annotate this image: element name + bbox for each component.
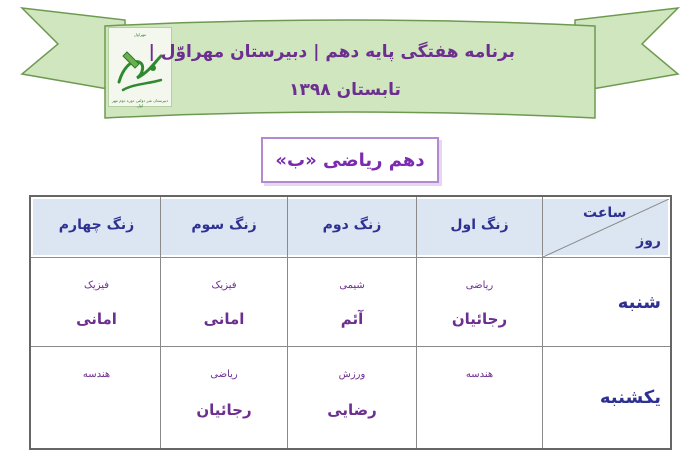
subject-label: ریاضی [210, 369, 238, 380]
subject-label: ورزش [338, 369, 366, 380]
subject-label: هندسه [82, 369, 111, 380]
day-cell-sunday: یکشنبه [599, 387, 661, 408]
teacher-name: امانی [76, 310, 117, 328]
header-bell-3: زنگ سوم [191, 217, 257, 233]
table-cell [288, 347, 416, 448]
schedule-table [29, 195, 672, 450]
table-cell [33, 258, 160, 346]
table-cell [288, 258, 416, 346]
header-bell-2: زنگ دوم [322, 217, 382, 233]
header-bell-1: زنگ اول [450, 217, 509, 233]
teacher-name: امانی [203, 310, 245, 328]
corner-cell [543, 199, 669, 257]
table-cell [161, 347, 287, 448]
teacher-name: رجائیان [196, 401, 252, 419]
teacher-name: رجائیان [451, 310, 508, 328]
logo-bottom-text: دبیرستان غیر دولتی دوره دوم مهر اول [111, 98, 169, 108]
logo-top-text: مهراول [133, 32, 147, 37]
banner-title: برنامه هفتگی پایه دهم | دبیرستان مهراوّل | [148, 42, 515, 62]
subject-label: شیمی [339, 280, 365, 291]
title-banner [0, 0, 700, 130]
table-cell [417, 258, 542, 346]
subject-label: فیزیک [211, 280, 237, 291]
subject-label: هندسه [465, 369, 494, 380]
corner-hour-label: ساعت [583, 205, 627, 221]
table-cell [417, 347, 542, 448]
class-title-box [261, 137, 439, 183]
subject-label: ریاضی [465, 280, 494, 291]
teacher-name: رضایی [327, 401, 377, 419]
header-bell-4: زنگ چهارم [58, 217, 135, 233]
table-cell [161, 258, 287, 346]
teacher-name: آئم [340, 310, 364, 328]
corner-day-label: روز [636, 233, 661, 249]
subject-label: فیزیک [83, 280, 110, 291]
table-cell [33, 347, 160, 448]
day-cell-saturday: شنبه [617, 291, 661, 313]
class-title: دهم ریاضی «ب» [275, 149, 425, 171]
ribbon-graphic [0, 0, 700, 130]
banner-subtitle: تابستان ۱۳۹۸ [289, 80, 401, 100]
ribbon-body [105, 20, 595, 118]
school-logo [108, 27, 172, 107]
